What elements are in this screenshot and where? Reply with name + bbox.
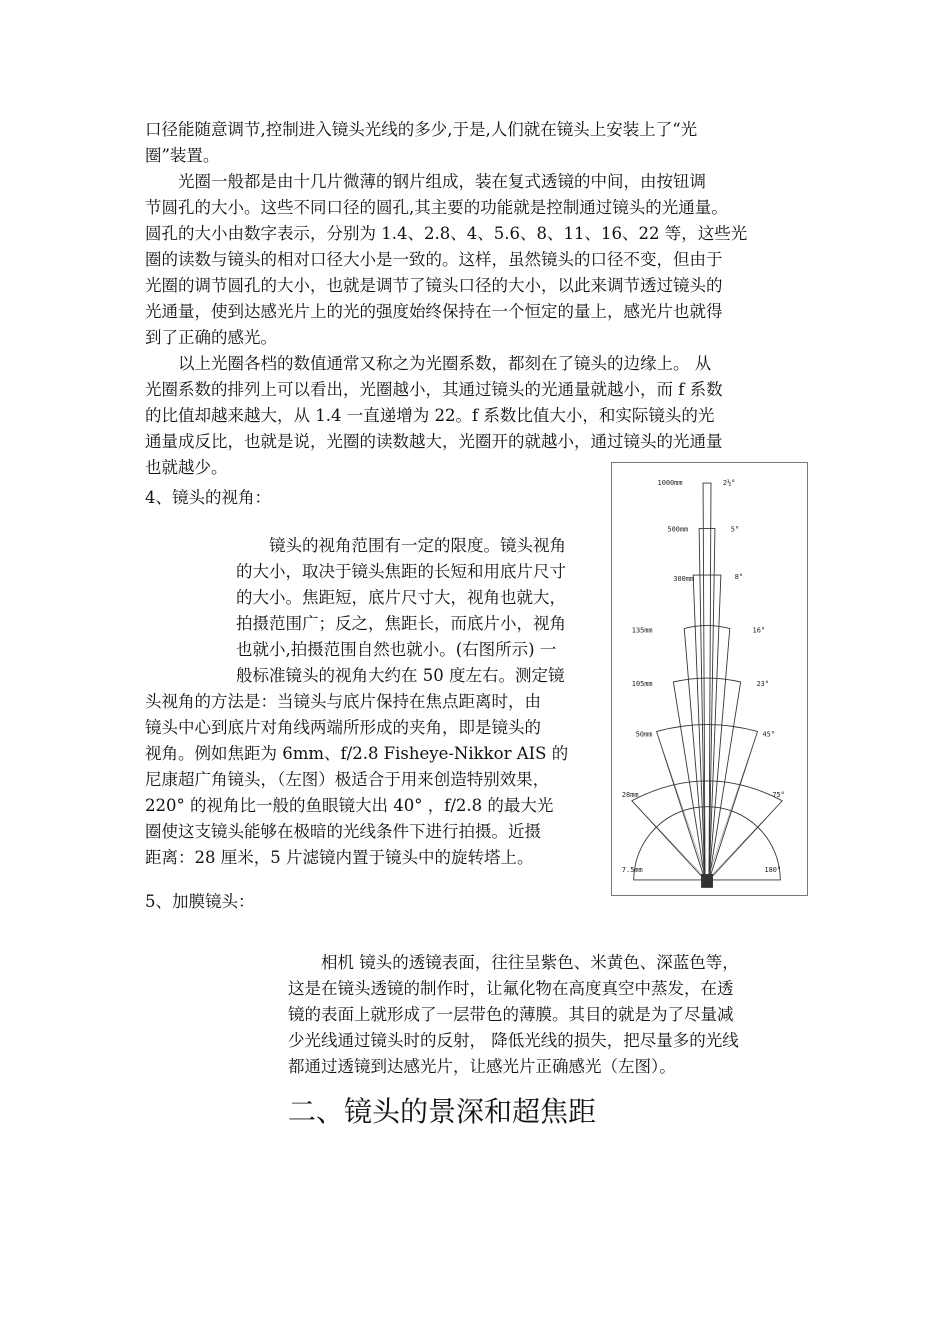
- svg-text:45°: 45°: [762, 730, 775, 739]
- text-line: 的比值却越来越大，从 1.4 一直递增为 22。f 系数比值大小，和实际镜头的光: [145, 406, 715, 425]
- text-line: 圈”装置。: [145, 146, 220, 165]
- svg-text:135mm: 135mm: [631, 626, 653, 635]
- lens-angle-diagram: [611, 462, 808, 896]
- section-4-heading: 4、镜头的视角：: [145, 488, 271, 507]
- section-5-heading: 5、加膜镜头：: [145, 892, 255, 911]
- text-line: 少光线通过镜头时的反射， 降低光线的损失，把尽量多的光线: [288, 1031, 739, 1050]
- text-line: 般标准镜头的视角大约在 50 度左右。测定镜: [236, 666, 565, 685]
- text-line: 光圈的调节圆孔的大小，也就是调节了镜头口径的大小，以此来调节透过镜头的: [145, 276, 723, 295]
- svg-text:28mm: 28mm: [621, 790, 639, 799]
- text-line: 光圈系数的排列上可以看出，光圈越小，其通过镜头的光通量就越小，而 f 系数: [145, 380, 723, 399]
- text-line: 镜头的视角范围有一定的限度。镜头视角: [236, 536, 566, 555]
- svg-text:1000mm: 1000mm: [657, 478, 683, 487]
- svg-text:8°: 8°: [734, 573, 744, 582]
- svg-text:7.5mm: 7.5mm: [621, 866, 643, 875]
- text-line: 的大小，取决于镜头焦距的长短和用底片尺寸: [236, 562, 566, 581]
- text-line: 镜头中心到底片对角线两端所形成的夹角，即是镜头的: [145, 718, 541, 737]
- text-line: 头视角的方法是：当镜头与底片保持在焦点距离时，由: [145, 692, 541, 711]
- text-line: 光通量，使到达感光片上的光的强度始终保持在一个恒定的量上，感光片也就得: [145, 302, 723, 321]
- svg-text:5°: 5°: [730, 525, 740, 534]
- text-line: 这是在镜头透镜的制作时，让氟化物在高度真空中蒸发，在透: [288, 979, 734, 998]
- svg-text:16°: 16°: [752, 626, 766, 635]
- text-line: 到了正确的感光。: [145, 328, 277, 347]
- svg-text:500mm: 500mm: [667, 525, 689, 534]
- svg-text:50mm: 50mm: [635, 730, 653, 739]
- text-line: 220° 的视角比一般的鱼眼镜大出 40° ，f/2.8 的最大光: [145, 796, 554, 815]
- text-line: 节圆孔的大小。这些不同口径的圆孔,其主要的功能就是控制通过镜头的光通量。: [145, 198, 728, 217]
- text-line: 镜的表面上就形成了一层带色的薄膜。其目的就是为了尽量减: [288, 1005, 734, 1024]
- text-line: 尼康超广角镜头，（左图）极适合于用来创造特别效果，: [145, 770, 550, 789]
- text-line: 通量成反比，也就是说，光圈的读数越大，光圈开的就越小，通过镜头的光通量: [145, 432, 723, 451]
- text-line: 圈使这支镜头能够在极暗的光线条件下进行拍摄。近摄: [145, 822, 541, 841]
- section-title: 二、镜头的景深和超焦距: [288, 1095, 597, 1128]
- svg-text:23°: 23°: [756, 679, 770, 688]
- text-line: 都通过透镜到达感光片，让感光片正确感光（左图）。: [288, 1057, 676, 1076]
- text-line: 拍摄范围广；反之，焦距长，而底片小，视角: [236, 614, 566, 633]
- text-line: 也就越少。: [145, 458, 228, 477]
- text-line: 也就小,拍摄范围自然也就小。(右图所示) 一: [236, 640, 557, 659]
- text-line: 的大小。焦距短，底片尺寸大，视角也就大，: [236, 588, 566, 607]
- text-line: 相机 镜头的透镜表面，往往呈紫色、米黄色、深蓝色等，: [288, 953, 739, 972]
- lens-angle-svg: [612, 463, 807, 895]
- text-line: 以上光圈各档的数值通常又称之为光圈系数，都刻在了镜头的边缘上。 从: [145, 354, 712, 373]
- text-line: 距离：28 厘米，5 片滤镜内置于镜头中的旋转塔上。: [145, 848, 534, 867]
- text-line: 口径能随意调节,控制进入镜头光线的多少,于是,人们就在镜头上安装上了“光: [145, 120, 698, 139]
- text-line: 圆孔的大小由数字表示，分别为 1.4、2.8、4、5.6、8、11、16、22 等，这些光: [145, 224, 748, 243]
- text-line: 视角。例如焦距为 6mm、f/2.8 Fisheye-Nikkor AIS 的: [145, 744, 569, 763]
- svg-text:180°: 180°: [764, 866, 782, 875]
- text-line: 光圈一般都是由十几片微薄的钢片组成，装在复式透镜的中间，由按钮调: [145, 172, 706, 191]
- svg-text:300mm: 300mm: [673, 575, 695, 584]
- svg-text:75°: 75°: [772, 790, 785, 799]
- svg-text:2½°: 2½°: [722, 478, 736, 487]
- lens-icon: [701, 874, 713, 888]
- svg-text:105mm: 105mm: [631, 679, 653, 688]
- text-line: 圈的读数与镜头的相对口径大小是一致的。这样，虽然镜头的口径不变，但由于: [145, 250, 723, 269]
